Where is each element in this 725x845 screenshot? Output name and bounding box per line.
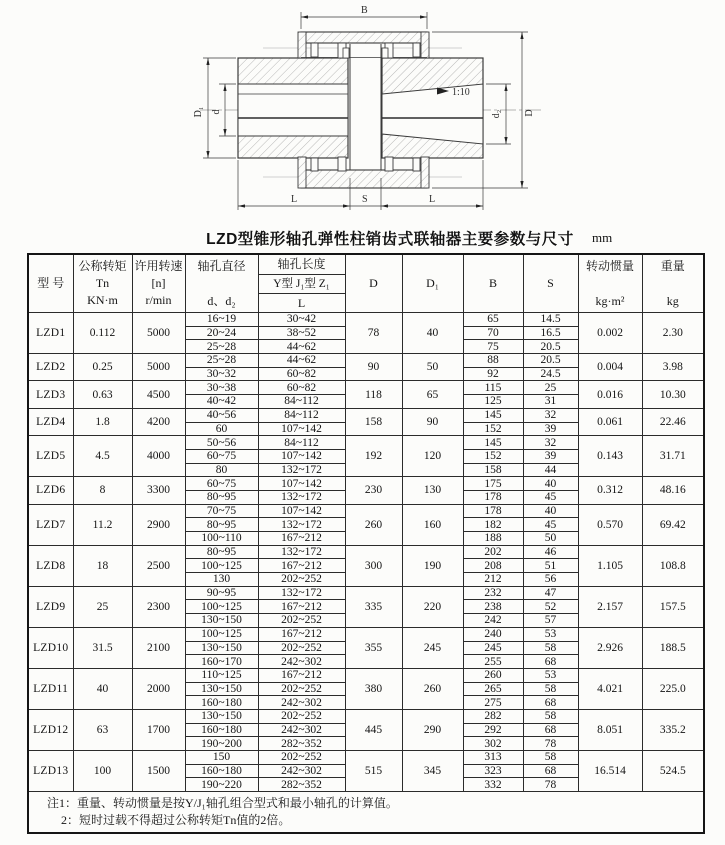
cell-B: 255 bbox=[463, 655, 523, 669]
dim-label-D: D bbox=[524, 109, 535, 117]
cell-S: 40 bbox=[523, 504, 578, 518]
cell-B: 202 bbox=[463, 545, 523, 559]
cell-torque: 31.5 bbox=[73, 627, 132, 668]
dim-D1 bbox=[193, 58, 236, 158]
cell-S: 58 bbox=[523, 682, 578, 696]
cell-S: 58 bbox=[523, 641, 578, 655]
table-row bbox=[28, 436, 704, 450]
cell-speed: 5000 bbox=[132, 313, 185, 354]
cell-torque: 11.2 bbox=[73, 504, 132, 545]
table-header bbox=[28, 254, 704, 313]
cell-torque: 4.5 bbox=[73, 436, 132, 477]
cell-bore-length: 84~112 bbox=[258, 395, 345, 409]
cell-bore-length: 167~212 bbox=[258, 627, 345, 641]
cell-bore-diameter: 100~125 bbox=[185, 559, 258, 573]
table-notes bbox=[28, 792, 704, 834]
coupling-drawing bbox=[0, 0, 725, 224]
header-bore-length: 轴孔长度 bbox=[258, 254, 345, 275]
cell-S: 40 bbox=[523, 477, 578, 491]
cell-bore-length: 242~302 bbox=[258, 696, 345, 710]
cell-bore-length: 202~252 bbox=[258, 614, 345, 628]
cell-bore-diameter: 60~75 bbox=[185, 449, 258, 463]
cell-model: LZD9 bbox=[28, 586, 73, 627]
cell-inertia: 0.061 bbox=[578, 408, 642, 435]
cell-speed: 2000 bbox=[132, 668, 185, 709]
cell-D: 380 bbox=[345, 668, 402, 709]
cell-bore-length: 107~142 bbox=[258, 422, 345, 436]
cell-B: 178 bbox=[463, 504, 523, 518]
table-row bbox=[28, 709, 704, 723]
cell-model: LZD10 bbox=[28, 627, 73, 668]
cell-weight: 335.2 bbox=[642, 709, 704, 750]
cell-D1: 50 bbox=[402, 354, 463, 381]
cell-B: 152 bbox=[463, 449, 523, 463]
cell-D: 355 bbox=[345, 627, 402, 668]
cell-torque: 25 bbox=[73, 586, 132, 627]
table-row bbox=[28, 627, 704, 641]
dim-d2 bbox=[486, 84, 511, 144]
cell-S: 68 bbox=[523, 723, 578, 737]
cell-S: 14.5 bbox=[523, 313, 578, 327]
cell-D1: 65 bbox=[402, 381, 463, 408]
cell-bore-diameter: 30~32 bbox=[185, 367, 258, 381]
table-row bbox=[28, 354, 704, 368]
table-row bbox=[28, 668, 704, 682]
header-speed: 许用转速 [n] r/min bbox=[132, 254, 185, 313]
cell-bore-length: 107~142 bbox=[258, 477, 345, 491]
cell-bore-length: 132~172 bbox=[258, 463, 345, 477]
cell-B: 125 bbox=[463, 395, 523, 409]
cell-S: 16.5 bbox=[523, 326, 578, 340]
cell-bore-length: 132~172 bbox=[258, 545, 345, 559]
cell-D1: 130 bbox=[402, 477, 463, 504]
left-hub bbox=[238, 58, 348, 158]
cell-speed: 2100 bbox=[132, 627, 185, 668]
cell-D1: 120 bbox=[402, 436, 463, 477]
cell-bore-length: 107~142 bbox=[258, 449, 345, 463]
cell-S: 53 bbox=[523, 668, 578, 682]
cell-inertia: 8.051 bbox=[578, 709, 642, 750]
cell-D: 90 bbox=[345, 354, 402, 381]
cell-bore-length: 202~252 bbox=[258, 641, 345, 655]
cell-B: 75 bbox=[463, 340, 523, 354]
cell-S: 51 bbox=[523, 559, 578, 573]
cell-inertia: 2.157 bbox=[578, 586, 642, 627]
table-row bbox=[28, 477, 704, 491]
cell-inertia: 16.514 bbox=[578, 751, 642, 792]
dim-label-L-right: L bbox=[429, 194, 436, 205]
cell-bore-length: 84~112 bbox=[258, 436, 345, 450]
cell-weight: 524.5 bbox=[642, 751, 704, 792]
cell-D1: 190 bbox=[402, 545, 463, 586]
cell-bore-diameter: 30~38 bbox=[185, 381, 258, 395]
cell-B: 245 bbox=[463, 641, 523, 655]
cell-inertia: 0.002 bbox=[578, 313, 642, 354]
cell-bore-diameter: 110~125 bbox=[185, 668, 258, 682]
cell-D: 260 bbox=[345, 504, 402, 545]
cell-S: 52 bbox=[523, 600, 578, 614]
cell-S: 25 bbox=[523, 381, 578, 395]
title-row bbox=[0, 227, 725, 249]
cell-D1: 290 bbox=[402, 709, 463, 750]
cell-B: 292 bbox=[463, 723, 523, 737]
cell-inertia: 1.105 bbox=[578, 545, 642, 586]
cell-bore-diameter: 160~180 bbox=[185, 764, 258, 778]
cell-bore-length: 282~352 bbox=[258, 778, 345, 792]
cell-B: 145 bbox=[463, 408, 523, 422]
cell-B: 238 bbox=[463, 600, 523, 614]
note-2: 2：短时过载不得超过公称转矩Tn值的2倍。 bbox=[61, 813, 291, 828]
cell-weight: 48.16 bbox=[642, 477, 704, 504]
cell-bore-diameter: 100~110 bbox=[185, 532, 258, 546]
cell-inertia: 4.021 bbox=[578, 668, 642, 709]
cell-bore-length: 132~172 bbox=[258, 586, 345, 600]
cell-S: 39 bbox=[523, 422, 578, 436]
header-model: 型 号 bbox=[28, 254, 73, 313]
cell-D1: 160 bbox=[402, 504, 463, 545]
cell-S: 32 bbox=[523, 408, 578, 422]
cell-bore-length: 30~42 bbox=[258, 313, 345, 327]
cell-speed: 4500 bbox=[132, 381, 185, 408]
cell-S: 45 bbox=[523, 490, 578, 504]
cell-D: 158 bbox=[345, 408, 402, 435]
cell-model: LZD2 bbox=[28, 354, 73, 381]
cell-B: 275 bbox=[463, 696, 523, 710]
cell-B: 70 bbox=[463, 326, 523, 340]
cell-model: LZD7 bbox=[28, 504, 73, 545]
cell-S: 24.5 bbox=[523, 367, 578, 381]
cell-bore-diameter: 50~56 bbox=[185, 436, 258, 450]
cell-D: 192 bbox=[345, 436, 402, 477]
cell-bore-diameter: 16~19 bbox=[185, 313, 258, 327]
cell-torque: 63 bbox=[73, 709, 132, 750]
cell-weight: 157.5 bbox=[642, 586, 704, 627]
cell-D: 335 bbox=[345, 586, 402, 627]
cell-speed: 4200 bbox=[132, 408, 185, 435]
cell-D: 445 bbox=[345, 709, 402, 750]
cell-weight: 225.0 bbox=[642, 668, 704, 709]
cell-bore-diameter: 190~200 bbox=[185, 737, 258, 751]
cell-B: 240 bbox=[463, 627, 523, 641]
cell-D1: 345 bbox=[402, 751, 463, 792]
dim-label-B: B bbox=[361, 5, 368, 16]
header-weight: 重量 kg bbox=[642, 254, 704, 313]
cell-D: 300 bbox=[345, 545, 402, 586]
cell-bore-length: 167~212 bbox=[258, 668, 345, 682]
cell-B: 323 bbox=[463, 764, 523, 778]
cell-B: 282 bbox=[463, 709, 523, 723]
cell-model: LZD13 bbox=[28, 751, 73, 792]
cell-bore-length: 202~252 bbox=[258, 682, 345, 696]
cell-S: 32 bbox=[523, 436, 578, 450]
cell-bore-diameter: 80 bbox=[185, 463, 258, 477]
dim-label-S: S bbox=[362, 194, 368, 205]
cell-S: 78 bbox=[523, 737, 578, 751]
cell-S: 68 bbox=[523, 655, 578, 669]
cell-B: 242 bbox=[463, 614, 523, 628]
cell-B: 260 bbox=[463, 668, 523, 682]
cell-bore-length: 202~252 bbox=[258, 573, 345, 587]
cell-bore-length: 38~52 bbox=[258, 326, 345, 340]
cell-B: 88 bbox=[463, 354, 523, 368]
cell-B: 313 bbox=[463, 751, 523, 765]
dim-label-d2: d₂ bbox=[491, 109, 502, 119]
cell-model: LZD11 bbox=[28, 668, 73, 709]
header-torque: 公称转矩 Tn KN·m bbox=[73, 254, 132, 313]
cell-bore-length: 202~252 bbox=[258, 751, 345, 765]
cell-bore-diameter: 80~95 bbox=[185, 490, 258, 504]
cell-S: 68 bbox=[523, 764, 578, 778]
cell-bore-diameter: 60 bbox=[185, 422, 258, 436]
cell-bore-length: 44~62 bbox=[258, 354, 345, 368]
cell-S: 78 bbox=[523, 778, 578, 792]
cell-model: LZD4 bbox=[28, 408, 73, 435]
header-bore-length-types: Y型 J₁型 Z₁ bbox=[258, 275, 345, 294]
cell-weight: 2.30 bbox=[642, 313, 704, 354]
header-D: D bbox=[345, 254, 402, 313]
table-body bbox=[28, 313, 704, 792]
cell-bore-length: 107~142 bbox=[258, 504, 345, 518]
header-bore-diameter: 轴孔直径 d、d₂ bbox=[185, 254, 258, 313]
cell-B: 232 bbox=[463, 586, 523, 600]
cell-bore-length: 242~302 bbox=[258, 723, 345, 737]
cell-model: LZD1 bbox=[28, 313, 73, 354]
cell-inertia: 0.004 bbox=[578, 354, 642, 381]
cell-inertia: 0.016 bbox=[578, 381, 642, 408]
cell-D: 78 bbox=[345, 313, 402, 354]
cell-inertia: 0.570 bbox=[578, 504, 642, 545]
cell-bore-diameter: 40~42 bbox=[185, 395, 258, 409]
cell-bore-diameter: 160~170 bbox=[185, 655, 258, 669]
cell-B: 65 bbox=[463, 313, 523, 327]
dim-label-D1: D₁ bbox=[193, 106, 204, 118]
cell-S: 58 bbox=[523, 751, 578, 765]
right-hub bbox=[382, 58, 483, 158]
cell-bore-diameter: 80~95 bbox=[185, 545, 258, 559]
taper-label: 1:10 bbox=[452, 87, 470, 98]
cell-bore-diameter: 150 bbox=[185, 751, 258, 765]
cell-speed: 1500 bbox=[132, 751, 185, 792]
cell-S: 46 bbox=[523, 545, 578, 559]
cell-B: 212 bbox=[463, 573, 523, 587]
cell-S: 50 bbox=[523, 532, 578, 546]
header-S: S bbox=[523, 254, 578, 313]
cell-S: 20.5 bbox=[523, 340, 578, 354]
cell-torque: 0.112 bbox=[73, 313, 132, 354]
cell-weight: 10.30 bbox=[642, 381, 704, 408]
cell-weight: 69.42 bbox=[642, 504, 704, 545]
cell-B: 208 bbox=[463, 559, 523, 573]
cell-B: 188 bbox=[463, 532, 523, 546]
cell-B: 152 bbox=[463, 422, 523, 436]
cell-bore-length: 132~172 bbox=[258, 518, 345, 532]
cell-bore-diameter: 25~28 bbox=[185, 354, 258, 368]
cell-B: 145 bbox=[463, 436, 523, 450]
table-wrapper bbox=[27, 253, 705, 834]
cell-model: LZD3 bbox=[28, 381, 73, 408]
cell-bore-diameter: 190~220 bbox=[185, 778, 258, 792]
cell-inertia: 0.312 bbox=[578, 477, 642, 504]
cell-model: LZD6 bbox=[28, 477, 73, 504]
header-B: B bbox=[463, 254, 523, 313]
cell-B: 158 bbox=[463, 463, 523, 477]
cell-speed: 5000 bbox=[132, 354, 185, 381]
cell-bore-diameter: 130~150 bbox=[185, 641, 258, 655]
unit-label: mm bbox=[592, 230, 613, 245]
table-row bbox=[28, 504, 704, 518]
cell-bore-length: 84~112 bbox=[258, 408, 345, 422]
cell-weight: 108.8 bbox=[642, 545, 704, 586]
cell-B: 182 bbox=[463, 518, 523, 532]
cell-B: 332 bbox=[463, 778, 523, 792]
cell-B: 115 bbox=[463, 381, 523, 395]
table-row bbox=[28, 751, 704, 765]
cell-inertia: 2.926 bbox=[578, 627, 642, 668]
cell-torque: 0.25 bbox=[73, 354, 132, 381]
page-title: LZD型锥形轴孔弹性柱销齿式联轴器主要参数与尺寸 bbox=[206, 231, 574, 248]
cell-weight: 31.71 bbox=[642, 436, 704, 477]
cell-S: 58 bbox=[523, 709, 578, 723]
cell-model: LZD12 bbox=[28, 709, 73, 750]
cell-bore-diameter: 100~125 bbox=[185, 600, 258, 614]
table-row bbox=[28, 586, 704, 600]
cell-speed: 4000 bbox=[132, 436, 185, 477]
dim-label-L-left: L bbox=[291, 194, 298, 205]
cell-B: 175 bbox=[463, 477, 523, 491]
cell-D1: 220 bbox=[402, 586, 463, 627]
table-row bbox=[28, 545, 704, 559]
cell-bore-diameter: 130~150 bbox=[185, 682, 258, 696]
cell-speed: 2300 bbox=[132, 586, 185, 627]
cell-S: 57 bbox=[523, 614, 578, 628]
cell-weight: 22.46 bbox=[642, 408, 704, 435]
cell-D1: 90 bbox=[402, 408, 463, 435]
cell-bore-diameter: 130~150 bbox=[185, 614, 258, 628]
cell-D1: 40 bbox=[402, 313, 463, 354]
cell-bore-diameter: 40~56 bbox=[185, 408, 258, 422]
cell-speed: 2500 bbox=[132, 545, 185, 586]
cell-bore-diameter: 130~150 bbox=[185, 709, 258, 723]
cell-S: 68 bbox=[523, 696, 578, 710]
cell-speed: 3300 bbox=[132, 477, 185, 504]
cell-S: 20.5 bbox=[523, 354, 578, 368]
cell-S: 44 bbox=[523, 463, 578, 477]
cell-D: 118 bbox=[345, 381, 402, 408]
cell-S: 31 bbox=[523, 395, 578, 409]
cell-bore-diameter: 100~125 bbox=[185, 627, 258, 641]
cell-S: 47 bbox=[523, 586, 578, 600]
cell-bore-length: 167~212 bbox=[258, 600, 345, 614]
cell-B: 92 bbox=[463, 367, 523, 381]
cell-speed: 2900 bbox=[132, 504, 185, 545]
center-column bbox=[350, 44, 381, 176]
cell-bore-length: 167~212 bbox=[258, 559, 345, 573]
cell-D1: 245 bbox=[402, 627, 463, 668]
cell-bore-length: 60~82 bbox=[258, 381, 345, 395]
cell-B: 302 bbox=[463, 737, 523, 751]
cell-inertia: 0.143 bbox=[578, 436, 642, 477]
cell-bore-diameter: 130 bbox=[185, 573, 258, 587]
cell-bore-diameter: 90~95 bbox=[185, 586, 258, 600]
table-row bbox=[28, 381, 704, 395]
cell-bore-diameter: 20~24 bbox=[185, 326, 258, 340]
cell-bore-length: 242~302 bbox=[258, 764, 345, 778]
cell-bore-diameter: 25~28 bbox=[185, 340, 258, 354]
header-D1: D₁ bbox=[402, 254, 463, 313]
parameters-table bbox=[27, 253, 705, 834]
cell-bore-length: 282~352 bbox=[258, 737, 345, 751]
cell-torque: 8 bbox=[73, 477, 132, 504]
cell-bore-diameter: 160~180 bbox=[185, 696, 258, 710]
cell-torque: 1.8 bbox=[73, 408, 132, 435]
note-1: 注1：重量、转动惯量是按Y/J₁轴孔组合型式和最小轴孔的计算值。 bbox=[47, 796, 398, 811]
cell-S: 56 bbox=[523, 573, 578, 587]
cell-B: 265 bbox=[463, 682, 523, 696]
cell-weight: 188.5 bbox=[642, 627, 704, 668]
cell-S: 45 bbox=[523, 518, 578, 532]
cell-bore-length: 167~212 bbox=[258, 532, 345, 546]
notes-cell bbox=[28, 792, 704, 834]
dim-label-d: d bbox=[211, 109, 222, 115]
cell-D: 230 bbox=[345, 477, 402, 504]
cell-bore-length: 132~172 bbox=[258, 490, 345, 504]
cell-bore-diameter: 60~75 bbox=[185, 477, 258, 491]
cell-model: LZD5 bbox=[28, 436, 73, 477]
cell-torque: 18 bbox=[73, 545, 132, 586]
cell-bore-diameter: 70~75 bbox=[185, 504, 258, 518]
cell-B: 178 bbox=[463, 490, 523, 504]
table-row bbox=[28, 313, 704, 327]
cell-torque: 0.63 bbox=[73, 381, 132, 408]
cell-model: LZD8 bbox=[28, 545, 73, 586]
header-inertia: 转动惯量 kg·m² bbox=[578, 254, 642, 313]
dim-B bbox=[301, 5, 427, 29]
cell-D: 515 bbox=[345, 751, 402, 792]
header-bore-length-L: L bbox=[258, 294, 345, 313]
cell-bore-length: 60~82 bbox=[258, 367, 345, 381]
cell-torque: 100 bbox=[73, 751, 132, 792]
cell-bore-length: 242~302 bbox=[258, 655, 345, 669]
cell-S: 39 bbox=[523, 449, 578, 463]
cell-bore-length: 44~62 bbox=[258, 340, 345, 354]
table-row bbox=[28, 408, 704, 422]
cell-S: 53 bbox=[523, 627, 578, 641]
cell-speed: 1700 bbox=[132, 709, 185, 750]
cell-bore-diameter: 160~180 bbox=[185, 723, 258, 737]
cell-torque: 40 bbox=[73, 668, 132, 709]
cell-bore-diameter: 80~95 bbox=[185, 518, 258, 532]
cell-weight: 3.98 bbox=[642, 354, 704, 381]
cell-D1: 260 bbox=[402, 668, 463, 709]
cell-bore-length: 202~252 bbox=[258, 709, 345, 723]
